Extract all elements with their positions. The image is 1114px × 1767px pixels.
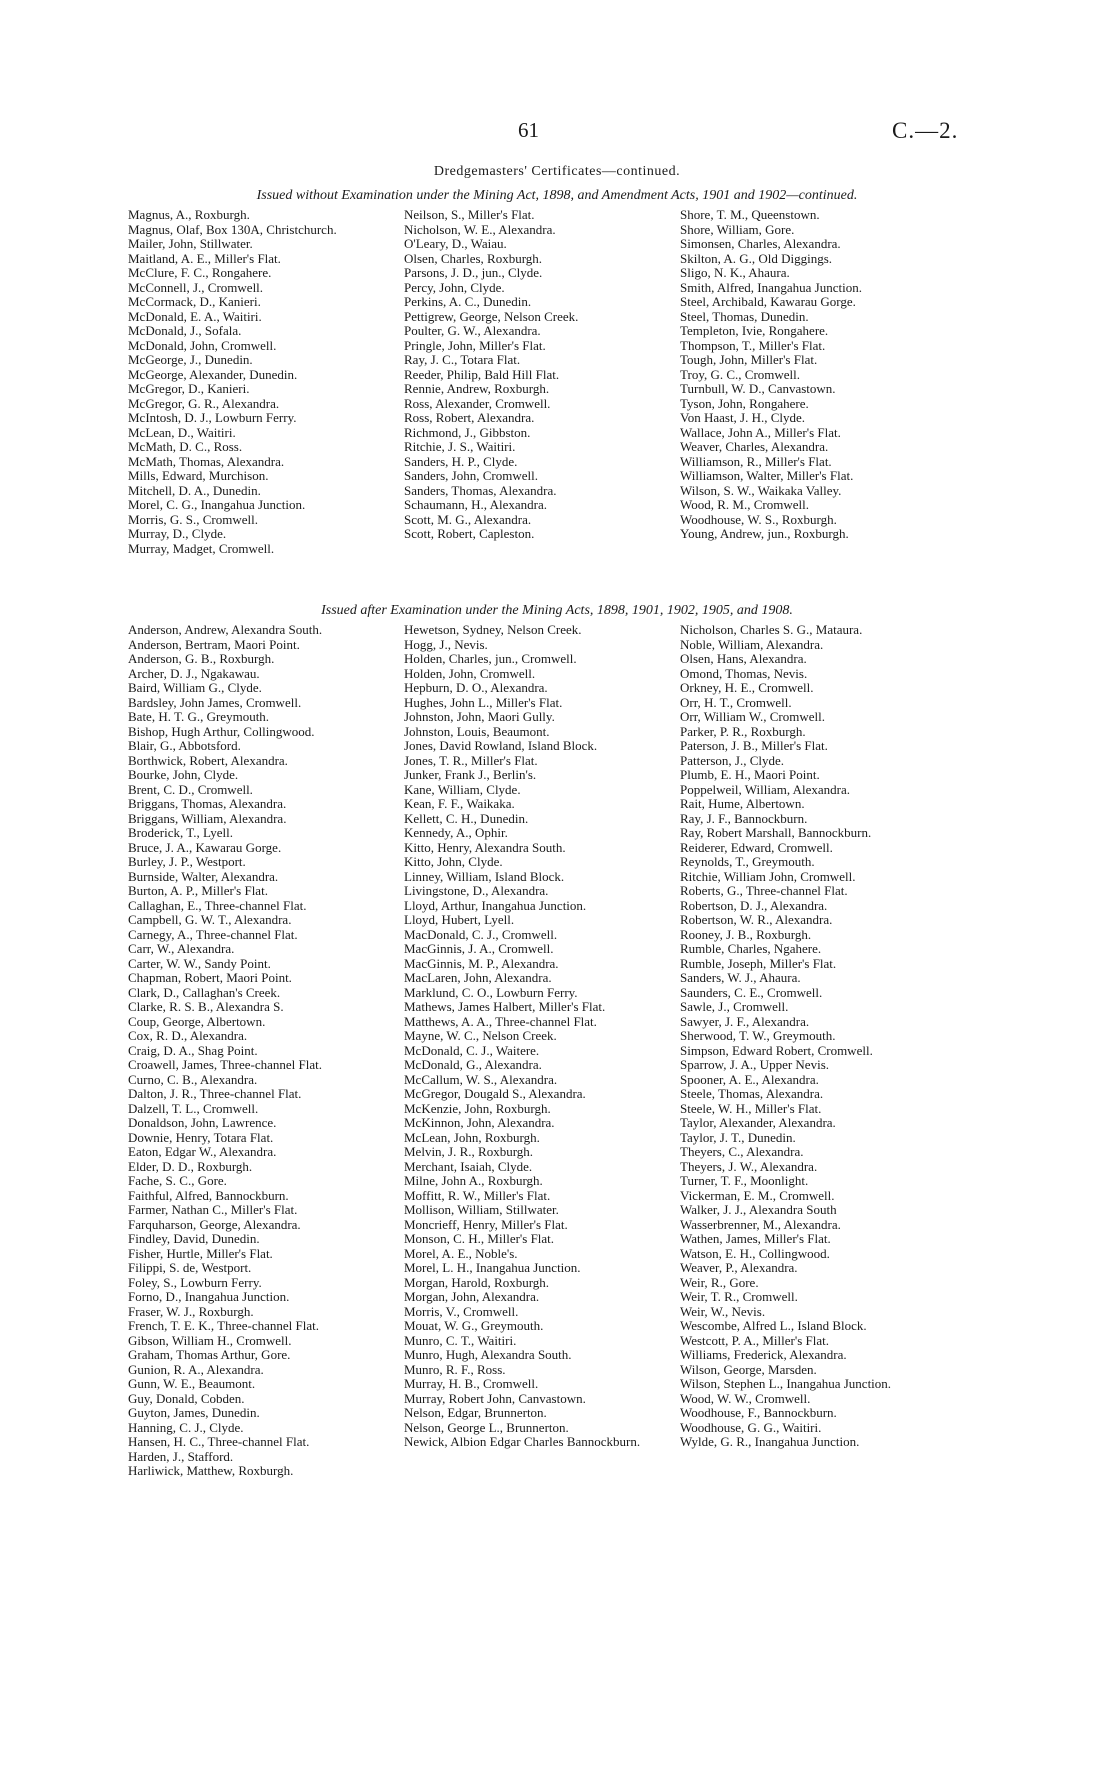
name-column bbox=[680, 208, 958, 556]
certificate-holder-entry: Munro, R. F., Ross. bbox=[404, 1361, 506, 1377]
certificate-holder-entry: Merchant, Isaiah, Clyde. bbox=[404, 1158, 533, 1174]
certificate-holder-entry: Jones, T. R., Miller's Flat. bbox=[404, 752, 538, 768]
certificate-holder-entry: Graham, Thomas Arthur, Gore. bbox=[128, 1347, 291, 1362]
certificate-holder-entry: Hogg, J., Nevis. bbox=[404, 636, 488, 652]
certificate-holder-entry: Craig, D. A., Shag Point. bbox=[128, 1042, 258, 1058]
certificate-holder-entry: Williamson, R., Miller's Flat. bbox=[680, 453, 832, 469]
certificate-holder-entry: Gibson, William H., Cromwell. bbox=[128, 1332, 292, 1348]
certificate-holder-entry: Turner, T. F., Moonlight. bbox=[680, 1173, 809, 1188]
certificate-holder-entry: Bishop, Hugh Arthur, Collingwood. bbox=[128, 723, 315, 739]
certificate-holder-entry: Steel, Archibald, Kawarau Gorge. bbox=[680, 294, 856, 309]
section-without-examination bbox=[128, 208, 958, 556]
certificate-holder-entry: Fraser, W. J., Roxburgh. bbox=[128, 1303, 254, 1319]
certificate-holder-entry: McMath, Thomas, Alexandra. bbox=[128, 453, 285, 469]
certificate-holder-entry: Tough, John, Miller's Flat. bbox=[680, 352, 818, 367]
certificate-holder-entry: McDonald, E. A., Waitiri. bbox=[128, 308, 262, 324]
certificate-holder-entry: Taylor, J. T., Dunedin. bbox=[680, 1129, 796, 1145]
certificate-holder-entry: Bardsley, John James, Cromwell. bbox=[128, 694, 302, 710]
certificate-holder-entry: McDonald, John, Cromwell. bbox=[128, 337, 277, 353]
certificate-holder-entry: Donaldson, John, Lawrence. bbox=[128, 1115, 277, 1130]
certificate-holder-entry: Sparrow, J. A., Upper Nevis. bbox=[680, 1057, 829, 1072]
certificate-holder-entry: Weaver, Charles, Alexandra. bbox=[680, 439, 829, 454]
certificate-holder-entry: Holden, Charles, jun., Cromwell. bbox=[404, 651, 577, 666]
certificate-holder-entry: Elder, D. D., Roxburgh. bbox=[128, 1158, 253, 1174]
certificate-holder-entry: Westcott, P. A., Miller's Flat. bbox=[680, 1332, 829, 1348]
certificate-holder-entry: Wylde, G. R., Inangahua Junction. bbox=[680, 1434, 860, 1449]
certificate-holder-entry: Kitto, Henry, Alexandra South. bbox=[404, 839, 566, 855]
certificate-holder-entry: Hewetson, Sydney, Nelson Creek. bbox=[404, 622, 582, 637]
certificate-holder-entry: Wallace, John A., Miller's Flat. bbox=[680, 424, 841, 440]
certificate-holder-entry: Olsen, Charles, Roxburgh. bbox=[404, 250, 543, 266]
certificate-holder-entry: Sanders, H. P., Clyde. bbox=[404, 453, 518, 469]
certificate-holder-entry: Ritchie, William John, Cromwell. bbox=[680, 868, 856, 884]
certificate-holder-entry: Orr, William W., Cromwell. bbox=[680, 709, 825, 724]
certificate-holder-entry: Turnbull, W. D., Canvastown. bbox=[680, 381, 836, 396]
name-column bbox=[128, 623, 404, 1479]
certificate-holder-entry: Reynolds, T., Greymouth. bbox=[680, 854, 815, 869]
certificate-holder-entry: Anderson, Andrew, Alexandra South. bbox=[128, 622, 323, 637]
certificate-holder-entry: McGeorge, Alexander, Dunedin. bbox=[128, 366, 298, 382]
certificate-holder-entry: Bourke, John, Clyde. bbox=[128, 767, 239, 782]
certificate-holder-entry: Mayne, W. C., Nelson Creek. bbox=[404, 1028, 557, 1043]
certificate-holder-entry: Tyson, John, Rongahere. bbox=[680, 395, 809, 411]
certificate-holder-entry: Wescombe, Alfred L., Island Block. bbox=[680, 1318, 867, 1333]
certificate-holder-entry: McDonald, G., Alexandra. bbox=[404, 1057, 542, 1072]
certificate-holder-entry: Orkney, H. E., Cromwell. bbox=[680, 680, 814, 695]
certificate-holder-entry: Pringle, John, Miller's Flat. bbox=[404, 337, 546, 353]
certificate-holder-entry: Kane, William, Clyde. bbox=[404, 781, 521, 797]
certificate-holder-entry: McLean, John, Roxburgh. bbox=[404, 1129, 540, 1145]
certificate-holder-entry: Morris, G. S., Cromwell. bbox=[128, 511, 258, 527]
page-heading: Dredgemasters' Certificates—continued. bbox=[433, 164, 681, 179]
certificate-holder-entry: Curno, C. B., Alexandra. bbox=[128, 1071, 258, 1087]
page-number: 61 bbox=[518, 118, 539, 142]
certificate-holder-entry: McCallum, W. S., Alexandra. bbox=[404, 1071, 558, 1087]
certificate-holder-entry: Hansen, H. C., Three-channel Flat. bbox=[128, 1434, 310, 1449]
certificate-holder-entry: Wood, R. M., Cromwell. bbox=[680, 497, 809, 512]
certificate-holder-entry: Baird, William G., Clyde. bbox=[128, 680, 262, 695]
certificate-holder-entry: Ritchie, J. S., Waitiri. bbox=[404, 439, 516, 454]
certificate-holder-entry: Marklund, C. O., Lowburn Ferry. bbox=[404, 984, 578, 1000]
certificate-holder-entry: Murray, Madget, Cromwell. bbox=[128, 540, 275, 556]
certificate-holder-entry: Eaton, Edgar W., Alexandra. bbox=[128, 1144, 277, 1159]
certificate-holder-entry: Morris, V., Cromwell. bbox=[404, 1303, 519, 1319]
certificate-holder-entry: Rumble, Charles, Ngahere. bbox=[680, 941, 822, 956]
certificate-holder-entry: Wilson, George, Marsden. bbox=[680, 1361, 817, 1377]
certificate-holder-entry: McKenzie, John, Roxburgh. bbox=[404, 1100, 551, 1116]
certificate-holder-entry: Holden, John, Cromwell. bbox=[404, 665, 536, 681]
certificate-holder-entry: Moffitt, R. W., Miller's Flat. bbox=[404, 1187, 551, 1203]
certificate-holder-entry: Williams, Frederick, Alexandra. bbox=[680, 1347, 847, 1362]
certificate-holder-entry: Carr, W., Alexandra. bbox=[128, 941, 235, 956]
certificate-holder-entry: Linney, William, Island Block. bbox=[404, 868, 565, 884]
certificate-holder-entry: Patterson, J., Clyde. bbox=[680, 752, 784, 768]
certificate-holder-entry: Morel, C. G., Inangahua Junction. bbox=[128, 497, 306, 512]
certificate-holder-entry: Rumble, Joseph, Miller's Flat. bbox=[680, 955, 837, 971]
certificate-holder-entry: Faithful, Alfred, Bannockburn. bbox=[128, 1187, 289, 1203]
certificate-holder-entry: Johnston, Louis, Beaumont. bbox=[404, 723, 550, 739]
certificate-holder-entry: Murray, Robert John, Canvastown. bbox=[404, 1390, 586, 1406]
certificate-holder-entry: Downie, Henry, Totara Flat. bbox=[128, 1129, 274, 1145]
document-reference: C.—2. bbox=[892, 118, 959, 143]
certificate-holder-entry: Sawle, J., Cromwell. bbox=[680, 999, 789, 1014]
certificate-holder-entry: McGregor, G. R., Alexandra. bbox=[128, 395, 280, 411]
name-column bbox=[128, 208, 404, 556]
certificate-holder-entry: Wood, W. W., Cromwell. bbox=[680, 1390, 811, 1406]
certificate-holder-entry: Sanders, John, Cromwell. bbox=[404, 468, 538, 483]
certificate-holder-entry: Ray, J. C., Totara Flat. bbox=[404, 352, 521, 367]
certificate-holder-entry: Mitchell, D. A., Dunedin. bbox=[128, 482, 261, 498]
certificate-holder-entry: O'Leary, D., Waiau. bbox=[404, 236, 507, 251]
certificate-holder-entry: MacDonald, C. J., Cromwell. bbox=[404, 926, 558, 942]
certificate-holder-entry: Magnus, A., Roxburgh. bbox=[128, 207, 250, 222]
certificate-holder-entry: McCormack, D., Kanieri. bbox=[128, 294, 261, 309]
certificate-holder-entry: Pettigrew, George, Nelson Creek. bbox=[404, 308, 579, 324]
certificate-holder-entry: McGeorge, J., Dunedin. bbox=[128, 352, 253, 367]
name-column bbox=[404, 208, 680, 556]
certificate-holder-entry: Rooney, J. B., Roxburgh. bbox=[680, 926, 812, 942]
certificate-holder-entry: Munro, C. T., Waitiri. bbox=[404, 1332, 517, 1348]
certificate-holder-entry: Melvin, J. R., Roxburgh. bbox=[404, 1144, 534, 1159]
certificate-holder-entry: Shore, T. M., Queenstown. bbox=[680, 207, 820, 222]
certificate-holder-entry: Fisher, Hurtle, Miller's Flat. bbox=[128, 1245, 273, 1261]
certificate-holder-entry: McIntosh, D. J., Lowburn Ferry. bbox=[128, 410, 297, 425]
certificate-holder-entry: Schaumann, H., Alexandra. bbox=[404, 497, 547, 512]
name-column bbox=[404, 623, 680, 1479]
section-title-after-examination: Issued after Examination under the Mining Acts, 1898, 1901, 1902, 1905, and 1908. bbox=[321, 603, 793, 618]
certificate-holder-entry: Kean, F. F., Waikaka. bbox=[404, 796, 515, 811]
certificate-holder-entry: Guy, Donald, Cobden. bbox=[128, 1390, 245, 1406]
name-column bbox=[680, 623, 958, 1479]
certificate-holder-entry: Von Haast, J. H., Clyde. bbox=[680, 410, 806, 425]
certificate-holder-entry: Omond, Thomas, Nevis. bbox=[680, 665, 808, 681]
certificate-holder-entry: McDonald, C. J., Waitere. bbox=[404, 1042, 540, 1058]
certificate-holder-entry: MacGinnis, J. A., Cromwell. bbox=[404, 941, 554, 956]
certificate-holder-entry: Sherwood, T. W., Greymouth. bbox=[680, 1028, 836, 1043]
certificate-holder-entry: Orr, H. T., Cromwell. bbox=[680, 694, 792, 710]
certificate-holder-entry: Ross, Alexander, Cromwell. bbox=[404, 395, 551, 411]
certificate-holder-entry: Harliwick, Matthew, Roxburgh. bbox=[128, 1463, 294, 1478]
certificate-holder-entry: Munro, Hugh, Alexandra South. bbox=[404, 1347, 572, 1362]
certificate-holder-entry: Blair, G., Abbotsford. bbox=[128, 738, 241, 753]
certificate-holder-entry: Simonsen, Charles, Alexandra. bbox=[680, 236, 841, 251]
certificate-holder-entry: Troy, G. C., Cromwell. bbox=[680, 366, 801, 382]
certificate-holder-entry: Milne, John A., Roxburgh. bbox=[404, 1173, 543, 1188]
certificate-holder-entry: Reeder, Philip, Bald Hill Flat. bbox=[404, 366, 560, 382]
certificate-holder-entry: Coup, George, Albertown. bbox=[128, 1013, 266, 1029]
certificate-holder-entry: MacLaren, John, Alexandra. bbox=[404, 970, 552, 985]
certificate-holder-entry: Cox, R. D., Alexandra. bbox=[128, 1028, 248, 1043]
certificate-holder-entry: Theyers, C., Alexandra. bbox=[680, 1144, 804, 1159]
certificate-holder-entry: Briggans, Thomas, Alexandra. bbox=[128, 796, 287, 811]
certificate-holder-entry: Findley, David, Dunedin. bbox=[128, 1231, 260, 1246]
certificate-holder-entry: Livingstone, D., Alexandra. bbox=[404, 883, 549, 898]
certificate-holder-entry: Poulter, G. W., Alexandra. bbox=[404, 323, 541, 338]
certificate-holder-entry: Nelson, Edgar, Brunnerton. bbox=[404, 1405, 547, 1420]
certificate-holder-entry: Richmond, J., Gibbston. bbox=[404, 424, 531, 440]
certificate-holder-entry: Nelson, George L., Brunnerton. bbox=[404, 1419, 569, 1435]
certificate-holder-entry: Croawell, James, Three-channel Flat. bbox=[128, 1057, 322, 1072]
certificate-holder-entry: Sanders, Thomas, Alexandra. bbox=[404, 482, 557, 498]
certificate-holder-entry: McLean, D., Waitiri. bbox=[128, 424, 236, 440]
certificate-holder-entry: Moncrieff, Henry, Miller's Flat. bbox=[404, 1216, 568, 1232]
certificate-holder-entry: Callaghan, E., Three-channel Flat. bbox=[128, 897, 307, 913]
certificate-holder-entry: Mathews, James Halbert, Miller's Flat. bbox=[404, 999, 606, 1014]
certificate-holder-entry: Wasserbrenner, M., Alexandra. bbox=[680, 1216, 841, 1232]
certificate-holder-entry: Anderson, G. B., Roxburgh. bbox=[128, 651, 275, 666]
certificate-holder-entry: Morgan, Harold, Roxburgh. bbox=[404, 1274, 550, 1290]
certificate-holder-entry: Kellett, C. H., Dunedin. bbox=[404, 810, 529, 826]
certificate-holder-entry: Carnegy, A., Three-channel Flat. bbox=[128, 926, 298, 942]
certificate-holder-entry: McGregor, D., Kanieri. bbox=[128, 381, 250, 396]
certificate-holder-entry: Steele, Thomas, Alexandra. bbox=[680, 1086, 824, 1101]
certificate-holder-entry: Ross, Robert, Alexandra. bbox=[404, 410, 535, 425]
certificate-holder-entry: Chapman, Robert, Maori Point. bbox=[128, 970, 292, 985]
certificate-holder-entry: McMath, D. C., Ross. bbox=[128, 439, 243, 454]
certificate-holder-entry: Woodhouse, G. G., Waitiri. bbox=[680, 1419, 822, 1435]
certificate-holder-entry: Mollison, William, Stillwater. bbox=[404, 1202, 559, 1217]
certificate-holder-entry: Clark, D., Callaghan's Creek. bbox=[128, 984, 281, 1000]
certificate-holder-entry: Harden, J., Stafford. bbox=[128, 1448, 234, 1464]
certificate-holder-entry: Burton, A. P., Miller's Flat. bbox=[128, 883, 268, 898]
certificate-holder-entry: Theyers, J. W., Alexandra. bbox=[680, 1158, 818, 1174]
certificate-holder-entry: Carter, W. W., Sandy Point. bbox=[128, 955, 271, 971]
certificate-holder-entry: Mouat, W. G., Greymouth. bbox=[404, 1318, 544, 1333]
certificate-holder-entry: Fache, S. C., Gore. bbox=[128, 1173, 227, 1188]
certificate-holder-entry: Spooner, A. E., Alexandra. bbox=[680, 1071, 819, 1087]
certificate-holder-entry: Morgan, John, Alexandra. bbox=[404, 1289, 540, 1304]
certificate-holder-entry: Skilton, A. G., Old Diggings. bbox=[680, 250, 833, 266]
certificate-holder-entry: Robertson, D. J., Alexandra. bbox=[680, 897, 828, 913]
certificate-holder-entry: Olsen, Hans, Alexandra. bbox=[680, 651, 807, 666]
certificate-holder-entry: Brent, C. D., Cromwell. bbox=[128, 781, 253, 797]
certificate-holder-entry: Poppelweil, William, Alexandra. bbox=[680, 781, 851, 797]
certificate-holder-entry: MacGinnis, M. P., Alexandra. bbox=[404, 955, 559, 971]
certificate-holder-entry: Wilson, S. W., Waikaka Valley. bbox=[680, 482, 842, 498]
certificate-holder-entry: Maitland, A. E., Miller's Flat. bbox=[128, 250, 281, 266]
certificate-holder-entry: Mailer, John, Stillwater. bbox=[128, 236, 253, 251]
certificate-holder-entry: Gunion, R. A., Alexandra. bbox=[128, 1361, 264, 1377]
certificate-holder-entry: Hepburn, D. O., Alexandra. bbox=[404, 680, 548, 695]
certificate-holder-entry: Williamson, Walter, Miller's Flat. bbox=[680, 468, 854, 483]
certificate-holder-entry: McDonald, J., Sofala. bbox=[128, 323, 242, 338]
certificate-holder-entry: Robertson, W. R., Alexandra. bbox=[680, 912, 833, 927]
certificate-holder-entry: Mills, Edward, Murchison. bbox=[128, 468, 269, 483]
certificate-holder-entry: Reiderer, Edward, Cromwell. bbox=[680, 839, 833, 855]
section-after-examination bbox=[128, 623, 958, 1479]
certificate-holder-entry: Paterson, J. B., Miller's Flat. bbox=[680, 738, 828, 753]
certificate-holder-entry: Filippi, S. de, Westport. bbox=[128, 1260, 252, 1275]
certificate-holder-entry: Taylor, Alexander, Alexandra. bbox=[680, 1115, 836, 1130]
certificate-holder-entry: Broderick, T., Lyell. bbox=[128, 825, 233, 840]
certificate-holder-entry: Saunders, C. E., Cromwell. bbox=[680, 984, 823, 1000]
certificate-holder-entry: Matthews, A. A., Three-channel Flat. bbox=[404, 1013, 597, 1029]
certificate-holder-entry: Kennedy, A., Ophir. bbox=[404, 825, 508, 840]
certificate-holder-entry: Nicholson, W. E., Alexandra. bbox=[404, 221, 556, 237]
certificate-holder-entry: Murray, D., Clyde. bbox=[128, 526, 227, 541]
certificate-holder-entry: McConnell, J., Cromwell. bbox=[128, 279, 264, 295]
certificate-holder-entry: Morel, L. H., Inangahua Junction. bbox=[404, 1260, 581, 1275]
certificate-holder-entry: Sanders, W. J., Ahaura. bbox=[680, 970, 801, 985]
certificate-holder-entry: Walker, J. J., Alexandra South bbox=[680, 1202, 837, 1217]
certificate-holder-entry: Sawyer, J. F., Alexandra. bbox=[680, 1013, 810, 1029]
certificate-holder-entry: French, T. E. K., Three-channel Flat. bbox=[128, 1318, 319, 1333]
certificate-holder-entry: Perkins, A. C., Dunedin. bbox=[404, 294, 532, 309]
certificate-holder-entry: Bate, H. T. G., Greymouth. bbox=[128, 709, 270, 724]
certificate-holder-entry: Wilson, Stephen L., Inangahua Junction. bbox=[680, 1376, 892, 1391]
certificate-holder-entry: Weir, T. R., Cromwell. bbox=[680, 1289, 798, 1304]
certificate-holder-entry: McClure, F. C., Rongahere. bbox=[128, 265, 272, 280]
certificate-holder-entry: Archer, D. J., Ngakawau. bbox=[128, 665, 260, 681]
certificate-holder-entry: Clarke, R. S. B., Alexandra S. bbox=[128, 999, 284, 1014]
certificate-holder-entry: Lloyd, Arthur, Inangahua Junction. bbox=[404, 897, 587, 913]
certificate-holder-entry: Young, Andrew, jun., Roxburgh. bbox=[680, 526, 849, 541]
certificate-holder-entry: Noble, William, Alexandra. bbox=[680, 636, 824, 652]
certificate-holder-entry: Burnside, Walter, Alexandra. bbox=[128, 868, 279, 884]
certificate-holder-entry: Kitto, John, Clyde. bbox=[404, 854, 503, 869]
certificate-holder-entry: Dalton, J. R., Three-channel Flat. bbox=[128, 1086, 302, 1101]
certificate-holder-entry: Guyton, James, Dunedin. bbox=[128, 1405, 260, 1420]
certificate-holder-entry: Watson, E. H., Collingwood. bbox=[680, 1245, 830, 1261]
section-title-without-examination: Issued without Examination under the Mining Act, 1898, and Amendment Acts, 1901 and 1902—continued. bbox=[256, 188, 858, 203]
certificate-holder-entry: Shore, William, Gore. bbox=[680, 221, 795, 237]
certificate-holder-entry: Steel, Thomas, Dunedin. bbox=[680, 308, 809, 324]
certificate-holder-entry: Parker, P. R., Roxburgh. bbox=[680, 723, 806, 739]
certificate-holder-entry: Rennie, Andrew, Roxburgh. bbox=[404, 381, 550, 396]
certificate-holder-entry: Scott, Robert, Capleston. bbox=[404, 526, 535, 541]
certificate-holder-entry: Anderson, Bertram, Maori Point. bbox=[128, 636, 300, 652]
certificate-holder-entry: Farmer, Nathan C., Miller's Flat. bbox=[128, 1202, 298, 1217]
certificate-holder-entry: Hughes, John L., Miller's Flat. bbox=[404, 694, 563, 710]
certificate-holder-entry: Murray, H. B., Cromwell. bbox=[404, 1376, 539, 1391]
certificate-holder-entry: Jones, David Rowland, Island Block. bbox=[404, 738, 598, 753]
certificate-holder-entry: Weir, W., Nevis. bbox=[680, 1303, 766, 1319]
certificate-holder-entry: Thompson, T., Miller's Flat. bbox=[680, 337, 826, 353]
certificate-holder-entry: Borthwick, Robert, Alexandra. bbox=[128, 752, 288, 768]
certificate-holder-entry: Plumb, E. H., Maori Point. bbox=[680, 767, 820, 782]
certificate-holder-entry: Briggans, William, Alexandra. bbox=[128, 810, 287, 826]
certificate-holder-entry: Johnston, John, Maori Gully. bbox=[404, 709, 555, 724]
certificate-holder-entry: Monson, C. H., Miller's Flat. bbox=[404, 1231, 555, 1246]
certificate-holder-entry: Farquharson, George, Alexandra. bbox=[128, 1216, 301, 1232]
certificate-holder-entry: Templeton, Ivie, Rongahere. bbox=[680, 323, 829, 338]
certificate-holder-entry: Steele, W. H., Miller's Flat. bbox=[680, 1100, 822, 1116]
certificate-holder-entry: Bruce, J. A., Kawarau Gorge. bbox=[128, 839, 282, 855]
certificate-holder-entry: Campbell, G. W. T., Alexandra. bbox=[128, 912, 292, 927]
certificate-holder-entry: Hanning, C. J., Clyde. bbox=[128, 1419, 244, 1435]
certificate-holder-entry: Percy, John, Clyde. bbox=[404, 279, 505, 295]
certificate-holder-entry: Ray, J. F., Bannockburn. bbox=[680, 810, 808, 826]
certificate-holder-entry: Magnus, Olaf, Box 130A, Christchurch. bbox=[128, 221, 337, 237]
certificate-holder-entry: Gunn, W. E., Beaumont. bbox=[128, 1376, 256, 1391]
certificate-holder-entry: Rait, Hume, Albertown. bbox=[680, 796, 805, 811]
certificate-holder-entry: Burley, J. P., Westport. bbox=[128, 854, 246, 869]
certificate-holder-entry: Vickerman, E. M., Cromwell. bbox=[680, 1187, 835, 1203]
certificate-holder-entry: Nicholson, Charles S. G., Mataura. bbox=[680, 622, 863, 637]
certificate-holder-entry: Foley, S., Lowburn Ferry. bbox=[128, 1274, 262, 1290]
certificate-holder-entry: Weaver, P., Alexandra. bbox=[680, 1260, 798, 1275]
certificate-holder-entry: Newick, Albion Edgar Charles Bannockburn. bbox=[404, 1434, 641, 1449]
certificate-holder-entry: Sligo, N. K., Ahaura. bbox=[680, 265, 790, 280]
certificate-holder-entry: Simpson, Edward Robert, Cromwell. bbox=[680, 1042, 873, 1058]
certificate-holder-entry: Wathen, James, Miller's Flat. bbox=[680, 1231, 831, 1246]
certificate-holder-entry: Parsons, J. D., jun., Clyde. bbox=[404, 265, 543, 280]
certificate-holder-entry: Lloyd, Hubert, Lyell. bbox=[404, 912, 515, 927]
certificate-holder-entry: Dalzell, T. L., Cromwell. bbox=[128, 1100, 259, 1116]
certificate-holder-entry: Woodhouse, F., Bannockburn. bbox=[680, 1405, 837, 1420]
certificate-holder-entry: Scott, M. G., Alexandra. bbox=[404, 511, 532, 527]
certificate-holder-entry: McGregor, Dougald S., Alexandra. bbox=[404, 1086, 586, 1101]
certificate-holder-entry: Weir, R., Gore. bbox=[680, 1274, 759, 1290]
certificate-holder-entry: Ray, Robert Marshall, Bannockburn. bbox=[680, 825, 872, 840]
certificate-holder-entry: Morel, A. E., Noble's. bbox=[404, 1245, 518, 1261]
certificate-holder-entry: Smith, Alfred, Inangahua Junction. bbox=[680, 279, 862, 295]
certificate-holder-entry: Forno, D., Inangahua Junction. bbox=[128, 1289, 290, 1304]
certificate-holder-entry: Neilson, S., Miller's Flat. bbox=[404, 207, 535, 222]
certificate-holder-entry: Junker, Frank J., Berlin's. bbox=[404, 767, 537, 782]
certificate-holder-entry: McKinnon, John, Alexandra. bbox=[404, 1115, 555, 1130]
certificate-holder-entry: Roberts, G., Three-channel Flat. bbox=[680, 883, 848, 898]
certificate-holder-entry: Woodhouse, W. S., Roxburgh. bbox=[680, 511, 837, 527]
